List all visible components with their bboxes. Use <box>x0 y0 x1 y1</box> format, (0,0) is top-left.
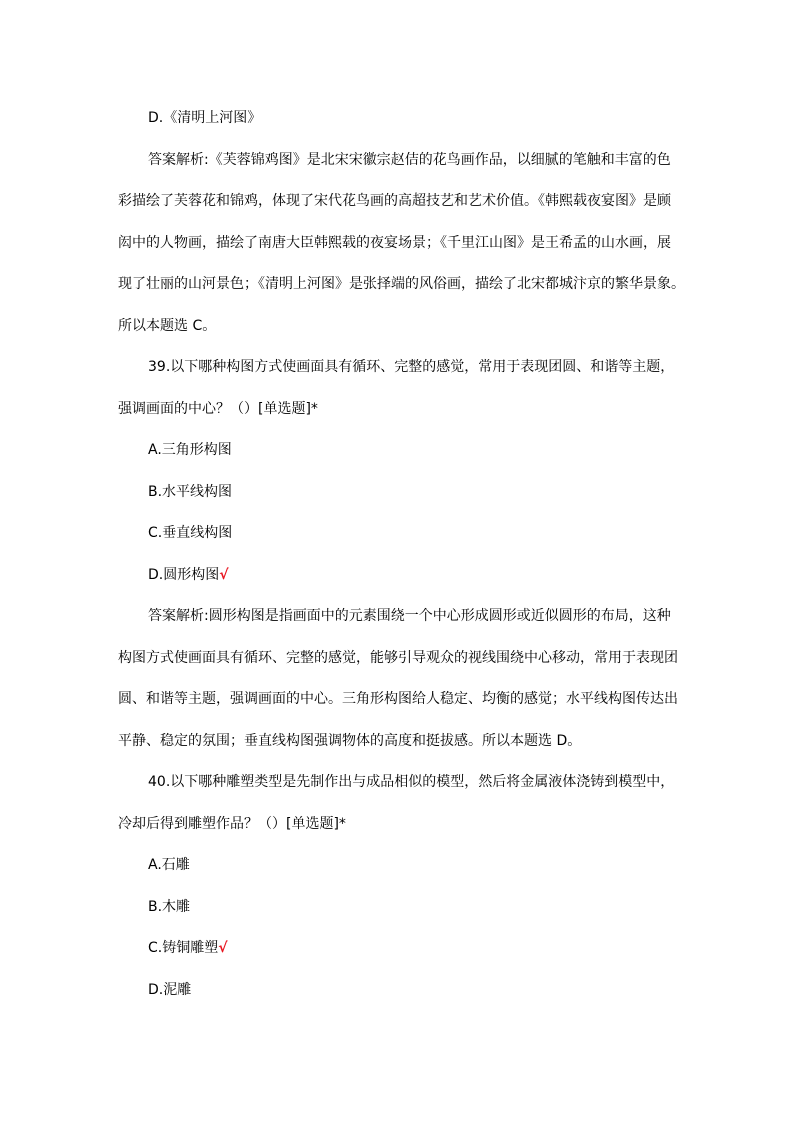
q38-option-d: D.《清明上河图》 <box>148 110 262 126</box>
q39-question-line: 39.以下哪种构图方式使画面具有循环、完整的感觉，常用于表现团圆、和谐等主题， <box>148 359 675 375</box>
q39-question-line: 强调画面的中心？（）[单选题]* <box>118 401 318 417</box>
q40-option-c-text: C.铸铜雕塑 <box>148 940 219 956</box>
q39-option-d <box>148 565 229 585</box>
q40-option-a: A.石雕 <box>148 857 190 873</box>
q40-question-line: 冷却后得到雕塑作品？（）[单选题]* <box>118 816 346 832</box>
q39-option-b: B.水平线构图 <box>148 484 233 500</box>
q40-option-b: B.木雕 <box>148 899 191 915</box>
q38-analysis-line: 所以本题选 C。 <box>118 318 217 334</box>
q39-option-c: C.垂直线构图 <box>148 525 233 541</box>
q39-analysis-line: 构图方式使画面具有循环、完整的感觉，能够引导观众的视线围绕中心移动，常用于表现团 <box>118 650 678 666</box>
q38-analysis-line: 闳中的人物画，描绘了南唐大臣韩熙载的夜宴场景；《千里江山图》是王希孟的山水画，展 <box>118 235 671 251</box>
q38-analysis-line: 答案解析:《芙蓉锦鸡图》是北宋宋徽宗赵佶的花鸟画作品，以细腻的笔触和丰富的色 <box>148 152 671 168</box>
q40-option-d: D.泥雕 <box>148 982 192 998</box>
q40-option-c <box>148 938 228 958</box>
q39-analysis-line: 答案解析:圆形构图是指画面中的元素围绕一个中心形成圆形或近似圆形的布局，这种 <box>148 608 671 624</box>
correct-check-icon: √ <box>218 940 228 956</box>
q39-option-d-text: D.圆形构图 <box>148 567 220 583</box>
correct-check-icon: √ <box>219 567 229 583</box>
q39-analysis-line: 圆、和谐等主题，强调画面的中心。三角形构图给人稳定、均衡的感觉；水平线构图传达出 <box>118 691 678 707</box>
q38-analysis-line: 彩描绘了芙蓉花和锦鸡，体现了宋代花鸟画的高超技艺和艺术价值。《韩熙载夜宴图》是顾 <box>118 193 671 209</box>
q38-analysis-line: 现了壮丽的山河景色；《清明上河图》是张择端的风俗画，描绘了北宋都城汴京的繁华景象。 <box>118 276 685 292</box>
q39-option-a: A.三角形构图 <box>148 442 232 458</box>
q40-question-line: 40.以下哪种雕塑类型是先制作出与成品相似的模型，然后将金属液体浇铸到模型中， <box>148 774 675 790</box>
q39-analysis-line: 平静、稳定的氛围；垂直线构图强调物体的高度和挺拔感。所以本题选 D。 <box>118 733 582 749</box>
